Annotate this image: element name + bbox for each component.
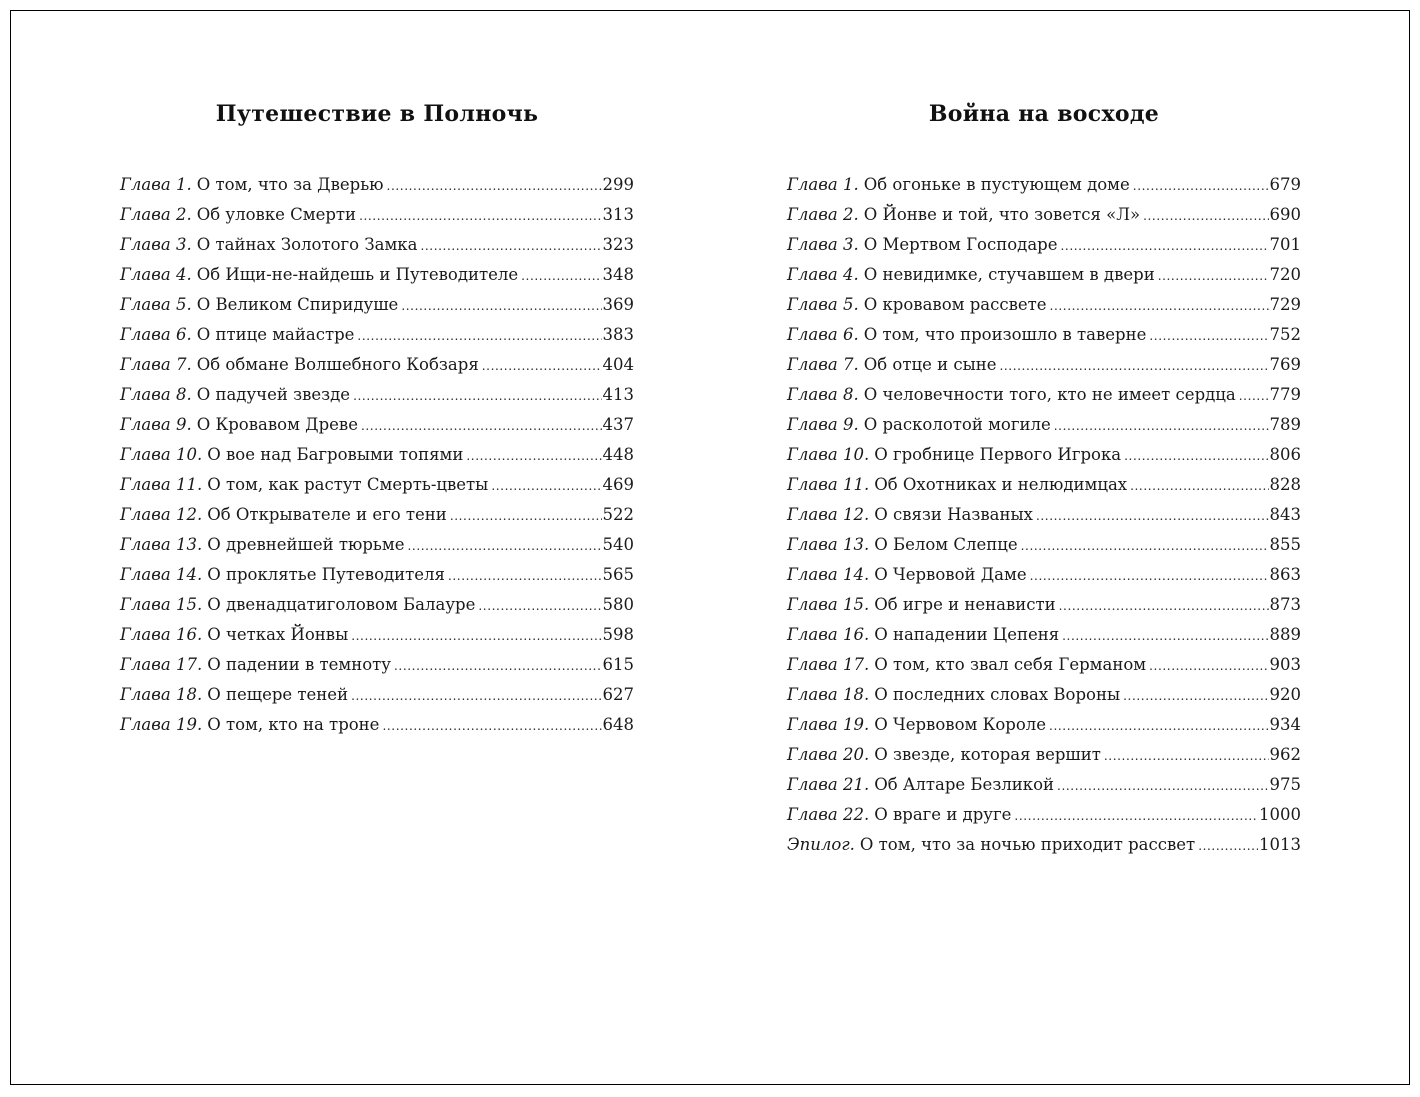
toc-entry [120,470,634,500]
toc-entry [120,560,634,590]
chapter-label: Глава 15. [120,595,203,614]
toc-list-right [787,170,1301,860]
page-number: 413 [602,385,634,404]
dot-leader [1143,201,1268,231]
page-number: 565 [602,565,634,584]
dot-leader [353,381,601,411]
chapter-label: Глава 13. [120,535,203,554]
chapter-label: Глава 18. [120,685,203,704]
chapter-title: О древнейшей тюрьме [207,535,405,554]
page-number: 437 [602,415,634,434]
chapter-label: Глава 19. [120,715,203,734]
chapter-title: О связи Названых [874,505,1033,524]
chapter-title: О том, что за ночью приходит рассвет [859,835,1196,854]
chapter-title: О нападении Цепеня [874,625,1060,644]
book-title-right: Война на восходе [928,101,1160,127]
dot-leader [351,621,601,651]
chapter-title: О падучей звезде [196,385,351,404]
page-number: 769 [1269,355,1301,374]
dot-leader [1030,561,1269,591]
page-number: 962 [1269,745,1301,764]
page-number: 934 [1269,715,1301,734]
page-number: 729 [1269,295,1301,314]
toc-entry [787,260,1301,290]
toc-entry [787,680,1301,710]
chapter-title: О двенадцатиголовом Балауре [207,595,476,614]
dot-leader [482,351,602,381]
dot-leader [1021,531,1269,561]
page-number: 806 [1269,445,1301,464]
page-number: 598 [602,625,634,644]
toc-entry [120,320,634,350]
chapter-label: Глава 16. [120,625,203,644]
page-number: 323 [602,235,634,254]
page-number: 889 [1269,625,1301,644]
dot-leader [1104,741,1269,771]
chapter-title: О невидимке, стучавшем в двери [863,265,1155,284]
dot-leader [1054,411,1269,441]
page-number: 1013 [1259,835,1301,854]
toc-entry [120,290,634,320]
toc-entry [787,590,1301,620]
chapter-label: Глава 16. [787,625,870,644]
toc-entry [120,230,634,260]
chapter-label: Глава 15. [787,595,870,614]
toc-entry [120,530,634,560]
toc-entry [120,170,634,200]
toc-entry [120,410,634,440]
chapter-label: Глава 1. [120,175,192,194]
toc-entry [787,320,1301,350]
page-frame [10,10,1410,1085]
chapter-label: Глава 9. [787,415,859,434]
chapter-title: О звезде, которая вершит [874,745,1101,764]
chapter-label: Глава 5. [787,295,859,314]
chapter-label: Глава 4. [787,265,859,284]
page-number: 404 [602,355,634,374]
chapter-title: О том, кто звал себя Германом [874,655,1147,674]
toc-entry [787,650,1301,680]
dot-leader [1198,831,1258,861]
chapter-label: Глава 19. [787,715,870,734]
chapter-title: О птице майастре [196,325,355,344]
toc-entry [120,680,634,710]
chapter-title: О Великом Спиридуше [196,295,399,314]
dot-leader [1124,441,1268,471]
dot-leader [1060,231,1268,261]
toc-entry [787,770,1301,800]
chapter-label: Глава 21. [787,775,870,794]
dot-leader [1239,381,1269,411]
dot-leader [361,411,602,441]
chapter-title: О проклятье Путеводителя [207,565,445,584]
chapter-label: Глава 17. [120,655,203,674]
toc-entry [787,800,1301,830]
chapter-label: Глава 6. [787,325,859,344]
dot-leader [478,591,601,621]
dot-leader [1062,621,1268,651]
page-number: 469 [602,475,634,494]
page-number: 348 [602,265,634,284]
toc-entry [787,380,1301,410]
dot-leader [1014,801,1258,831]
chapter-title: Об Открывателе и его тени [207,505,447,524]
chapter-title: О падении в темноту [207,655,391,674]
page-number: 615 [602,655,634,674]
page-number: 752 [1269,325,1301,344]
dot-leader [359,201,601,231]
chapter-title: Об уловке Смерти [196,205,357,224]
toc-entry [787,830,1301,860]
page-number: 313 [602,205,634,224]
chapter-label: Глава 14. [787,565,870,584]
chapter-title: О вое над Багровыми топями [207,445,464,464]
page-number: 920 [1269,685,1301,704]
page-number: 580 [602,595,634,614]
page-number: 789 [1269,415,1301,434]
chapter-label: Глава 4. [120,265,192,284]
chapter-label: Глава 17. [787,655,870,674]
chapter-label: Глава 10. [120,445,203,464]
toc-entry [120,710,634,740]
toc-entry [787,350,1301,380]
page-number: 843 [1269,505,1301,524]
chapter-title: О Кровавом Древе [196,415,358,434]
chapter-label: Глава 12. [787,505,870,524]
chapter-label: Глава 11. [787,475,870,494]
chapter-title: О том, что за Дверью [196,175,384,194]
chapter-title: О Йонве и той, что зовется «Л» [863,205,1141,224]
page-number: 648 [602,715,634,734]
page-number: 522 [602,505,634,524]
dot-leader [420,231,601,261]
chapter-label: Глава 18. [787,685,870,704]
chapter-title: Об Алтаре Безликой [874,775,1055,794]
toc-entry [787,710,1301,740]
chapter-title: О Мертвом Господаре [863,235,1058,254]
dot-leader [382,711,601,741]
chapter-title: О четках Йонвы [207,625,349,644]
chapter-title: О Червовой Даме [874,565,1027,584]
dot-leader [357,321,601,351]
chapter-title: О гробнице Первого Игрока [874,445,1122,464]
chapter-label: Глава 3. [787,235,859,254]
page-number: 540 [602,535,634,554]
chapter-title: О том, кто на троне [207,715,380,734]
page-number: 779 [1269,385,1301,404]
chapter-label: Эпилог. [787,835,855,854]
chapter-title: Об огоньке в пустующем доме [863,175,1130,194]
page-number: 855 [1269,535,1301,554]
toc-entry [120,590,634,620]
chapter-label: Глава 14. [120,565,203,584]
chapter-label: Глава 22. [787,805,870,824]
chapter-title: О враге и друге [874,805,1012,824]
chapter-title: Об Ищи-не-найдешь и Путеводителе [196,265,519,284]
page-number: 828 [1269,475,1301,494]
chapter-label: Глава 11. [120,475,203,494]
dot-leader [491,471,601,501]
dot-leader [1059,591,1269,621]
chapter-title: О тайнах Золотого Замка [196,235,418,254]
chapter-label: Глава 7. [787,355,859,374]
chapter-label: Глава 3. [120,235,192,254]
dot-leader [1057,771,1268,801]
chapter-title: О пещере теней [207,685,349,704]
chapter-label: Глава 2. [787,205,859,224]
chapter-title: Об игре и ненависти [874,595,1056,614]
toc-entry [787,470,1301,500]
dot-leader [450,501,602,531]
toc-entry [787,620,1301,650]
toc-entry [787,290,1301,320]
chapter-title: О том, как растут Смерть-цветы [207,475,489,494]
toc-entry [787,410,1301,440]
dot-leader [401,291,601,321]
chapter-label: Глава 20. [787,745,870,764]
toc-list-left [120,170,634,740]
chapter-label: Глава 8. [120,385,192,404]
chapter-title: О кровавом рассвете [863,295,1047,314]
toc-entry [787,230,1301,260]
toc-entry [120,500,634,530]
page-number: 690 [1269,205,1301,224]
dot-leader [448,561,602,591]
toc-entry [787,530,1301,560]
dot-leader [999,351,1268,381]
chapter-label: Глава 10. [787,445,870,464]
toc-entry [787,560,1301,590]
dot-leader [408,531,602,561]
page-number: 1000 [1259,805,1301,824]
page-number: 873 [1269,595,1301,614]
book-title-left: Путешествие в Полночь [215,101,539,127]
dot-leader [1130,471,1268,501]
page-number: 701 [1269,235,1301,254]
chapter-label: Глава 5. [120,295,192,314]
page-number: 299 [602,175,634,194]
chapter-label: Глава 12. [120,505,203,524]
page-number: 863 [1269,565,1301,584]
toc-entry [787,500,1301,530]
page-number: 975 [1269,775,1301,794]
page-number: 383 [602,325,634,344]
page-number: 903 [1269,655,1301,674]
toc-entry [120,200,634,230]
dot-leader [1049,711,1268,741]
dot-leader [351,681,601,711]
dot-leader [1036,501,1269,531]
chapter-title: Об отце и сыне [863,355,997,374]
chapter-label: Глава 8. [787,385,859,404]
page-number: 720 [1269,265,1301,284]
page-number: 369 [602,295,634,314]
chapter-title: О человечности того, кто не имеет сердца [863,385,1236,404]
dot-leader [1149,651,1268,681]
dot-leader [1133,171,1269,201]
dot-leader [1050,291,1269,321]
toc-entry [120,350,634,380]
chapter-title: О Червовом Короле [874,715,1047,734]
page-number: 627 [602,685,634,704]
toc-entry [787,440,1301,470]
dot-leader [466,441,601,471]
toc-entry [787,200,1301,230]
chapter-label: Глава 7. [120,355,192,374]
dot-leader [394,651,602,681]
chapter-title: Об Охотниках и нелюдимцах [874,475,1128,494]
toc-entry [120,380,634,410]
chapter-label: Глава 1. [787,175,859,194]
page-number: 679 [1269,175,1301,194]
chapter-title: Об обмане Волшебного Кобзаря [196,355,479,374]
dot-leader [1149,321,1268,351]
chapter-label: Глава 13. [787,535,870,554]
dot-leader [387,171,602,201]
toc-entry [120,260,634,290]
toc-entry [787,740,1301,770]
toc-entry [120,650,634,680]
dot-leader [1123,681,1268,711]
chapter-title: О Белом Слепце [874,535,1018,554]
toc-entry [787,170,1301,200]
toc-entry [120,440,634,470]
chapter-label: Глава 9. [120,415,192,434]
toc-entry [120,620,634,650]
chapter-label: Глава 6. [120,325,192,344]
chapter-title: О расколотой могиле [863,415,1051,434]
chapter-title: О том, что произошло в таверне [863,325,1147,344]
dot-leader [521,261,601,291]
page-number: 448 [602,445,634,464]
chapter-title: О последних словах Вороны [874,685,1121,704]
chapter-label: Глава 2. [120,205,192,224]
dot-leader [1158,261,1269,291]
